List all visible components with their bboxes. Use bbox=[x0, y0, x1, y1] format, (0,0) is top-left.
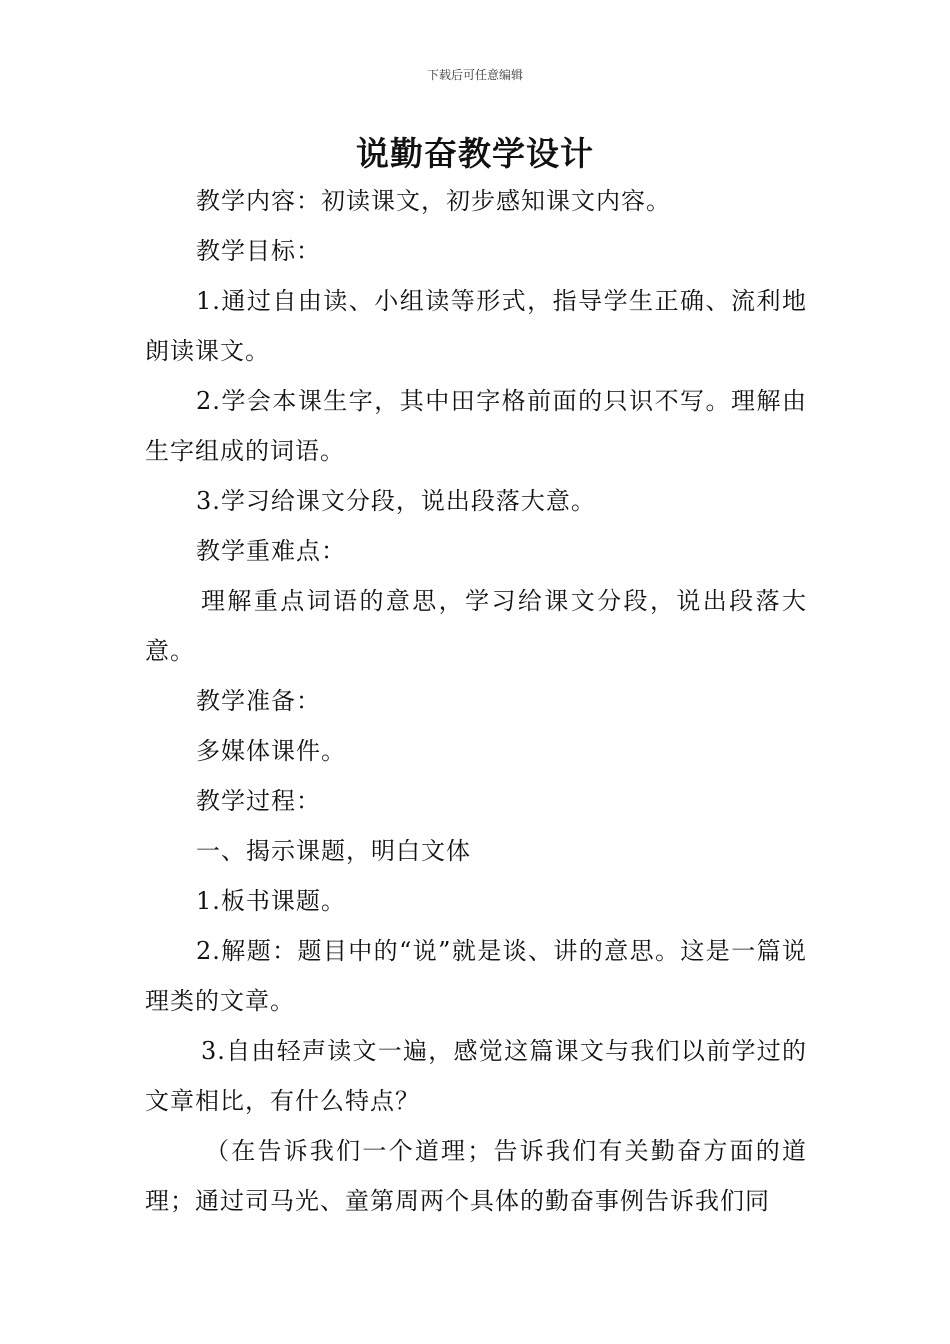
page-header-note: 下载后可任意编辑 bbox=[426, 68, 523, 82]
document-body bbox=[145, 176, 807, 1226]
paragraph-answer: （在告诉我们一个道理；告诉我们有关勤奋方面的道理；通过司马光、童第周两个具体的勤奋事例告诉我们同 bbox=[145, 1137, 807, 1215]
paragraph-preparation: 多媒体课件。 bbox=[196, 737, 346, 765]
paragraph-key-points-heading: 教学重难点： bbox=[196, 537, 346, 565]
paragraph-step-2: 2.解题：题目中的“说”就是谈、讲的意思。这是一篇说理类的文章。 bbox=[145, 937, 807, 1015]
paragraph-teaching-content: 教学内容：初读课文，初步感知课文内容。 bbox=[196, 187, 671, 215]
paragraph-process-heading: 教学过程： bbox=[196, 787, 321, 815]
paragraph-step-3: 3.自由轻声读文一遍，感觉这篇课文与我们以前学过的文章相比，有什么特点？ bbox=[145, 1037, 807, 1115]
paragraph-section-1: 一、揭示课题，明白文体 bbox=[196, 837, 471, 865]
paragraph-goal-2: 2.学会本课生字，其中田字格前面的只识不写。理解由生字组成的词语。 bbox=[145, 387, 807, 465]
paragraph-teaching-goals-heading: 教学目标： bbox=[196, 237, 321, 265]
paragraph-goal-3: 3.学习给课文分段，说出段落大意。 bbox=[196, 487, 596, 515]
paragraph-step-1: 1.板书课题。 bbox=[196, 887, 346, 915]
document-title: 说勤奋教学设计 bbox=[356, 134, 594, 173]
paragraph-preparation-heading: 教学准备： bbox=[196, 687, 321, 715]
paragraph-key-points: 理解重点词语的意思，学习给课文分段，说出段落大意。 bbox=[145, 587, 807, 665]
paragraph-goal-1: 1.通过自由读、小组读等形式，指导学生正确、流利地朗读课文。 bbox=[145, 287, 807, 365]
